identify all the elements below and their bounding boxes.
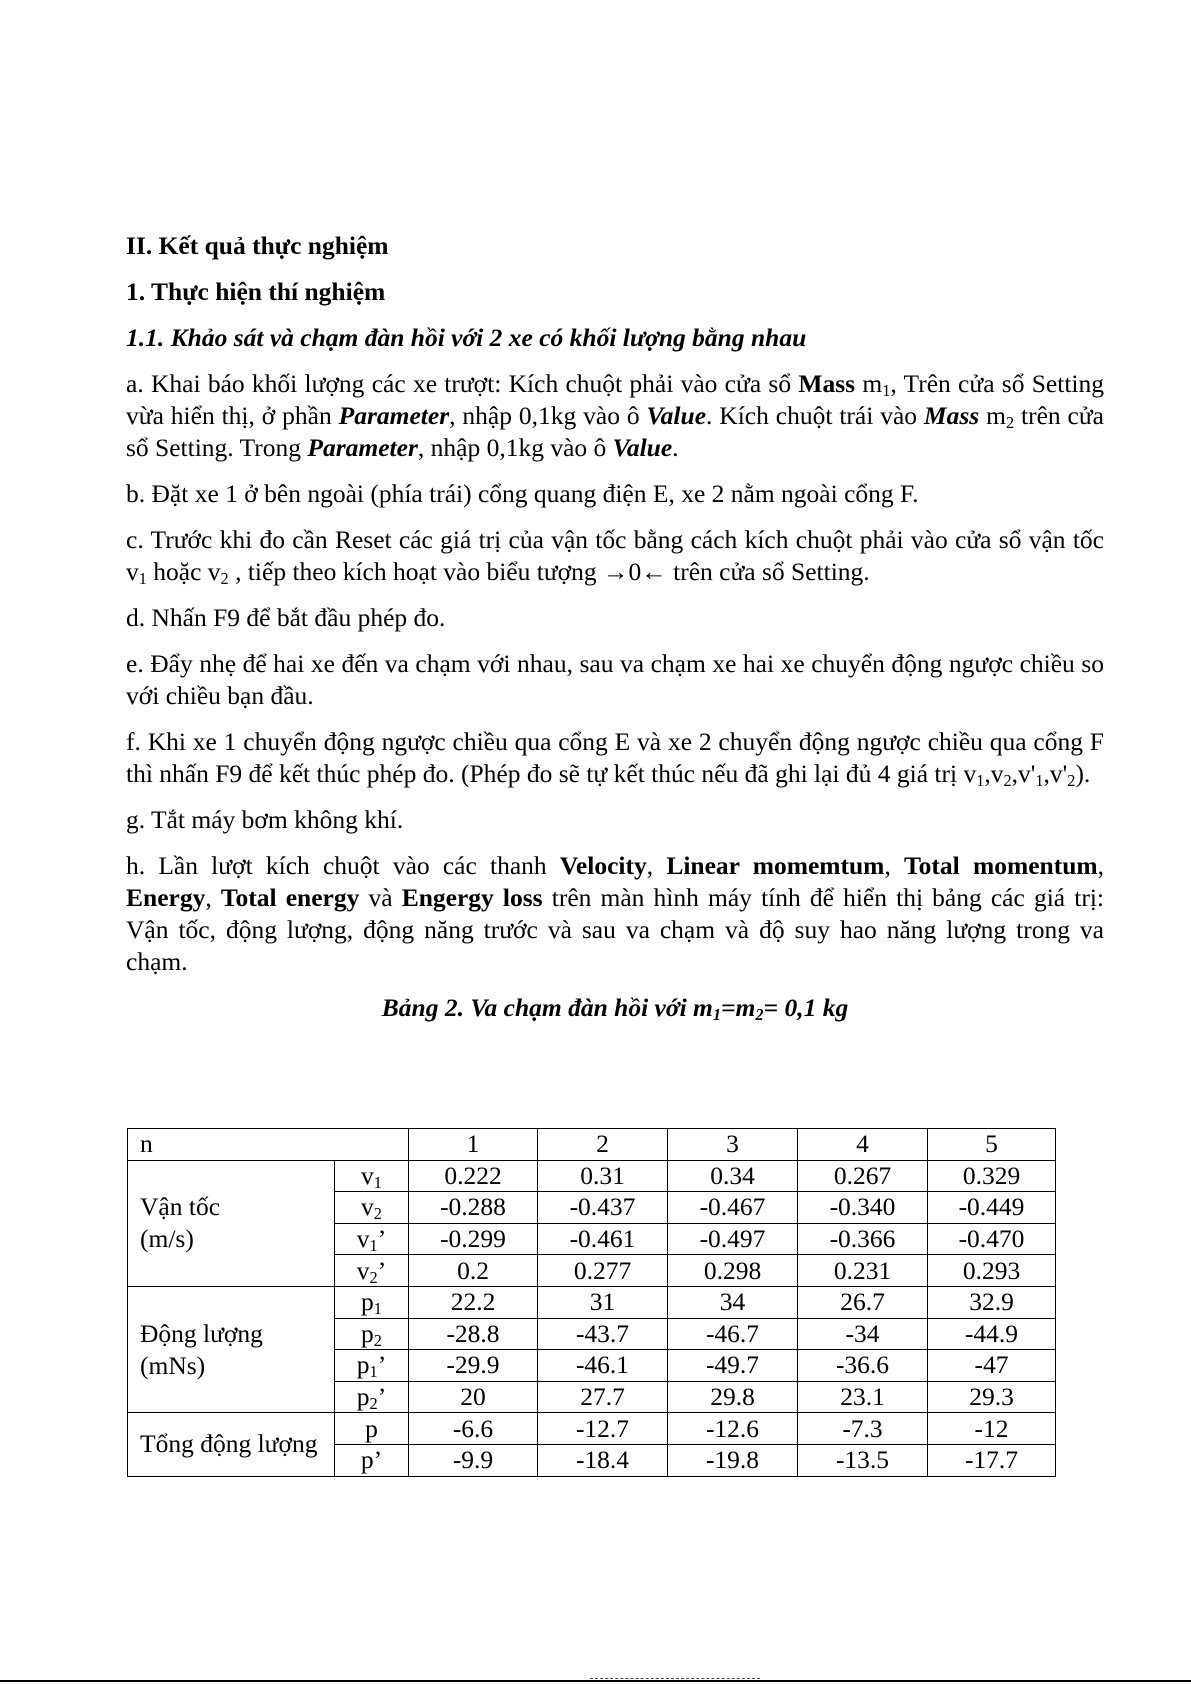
document-body <box>126 230 1104 1024</box>
symbol-letter: v <box>361 1160 374 1190</box>
table-cell: -12 <box>928 1413 1056 1445</box>
symbol-letter: v <box>361 1192 374 1222</box>
symbol-subscript: 1 <box>373 1172 382 1192</box>
table-cell: 0.293 <box>928 1255 1056 1287</box>
group-unit: (m/s) <box>140 1224 194 1254</box>
symbol-subscript: 1 <box>369 1362 378 1382</box>
table-cell: -19.8 <box>668 1444 798 1476</box>
subsection-heading: 1. Thực hiện thí nghiệm <box>126 277 386 306</box>
table-cell: -0.437 <box>538 1192 668 1224</box>
table-header-row <box>128 1129 1056 1161</box>
table-column-header: 3 <box>668 1129 798 1161</box>
group-title: Động lượng <box>140 1318 263 1348</box>
step-g: g. Tắt máy bơm không khí. <box>126 805 404 834</box>
table-column-header: 5 <box>928 1129 1056 1161</box>
table-cell: 0.277 <box>538 1255 668 1287</box>
table-symbol <box>335 1318 409 1350</box>
table-cell: -28.8 <box>409 1318 538 1350</box>
table-symbol <box>335 1160 409 1192</box>
table-cell: -0.288 <box>409 1192 538 1224</box>
table-cell: 22.2 <box>409 1286 538 1318</box>
table-symbol <box>335 1381 409 1413</box>
table-cell: -0.497 <box>668 1223 798 1255</box>
table-cell: -47 <box>928 1350 1056 1382</box>
symbol-subscript: 2 <box>373 1204 382 1224</box>
table-symbol <box>335 1444 409 1476</box>
table-group-label <box>128 1286 335 1412</box>
table-cell: 26.7 <box>798 1286 928 1318</box>
table-cell: -12.6 <box>668 1413 798 1445</box>
results-table <box>127 1128 1056 1477</box>
table-cell: -18.4 <box>538 1444 668 1476</box>
table-cell: 29.8 <box>668 1381 798 1413</box>
table-cell: -0.340 <box>798 1192 928 1224</box>
step-c: c. Trước khi đo cần Reset các giá trị của vận tốc bằng cách kích chuột phải vào cửa sổ vận tốc $v_1$ hoặc $v_2$ , tiếp theo kích hoạt vào biểu tượng →0← trên cửa sổ Setting. <box>126 525 1104 589</box>
table-cell: -0.470 <box>928 1223 1056 1255</box>
section-heading: II. Kết quả thực nghiệm <box>126 231 389 260</box>
table-cell: 34 <box>668 1286 798 1318</box>
table-group-label <box>128 1413 335 1476</box>
symbol-subscript: 2 <box>369 1394 378 1414</box>
step-a: a. Khai báo khối lượng các xe trượt: Kích chuột phải vào cửa sổ Mass $m_1$, Trên cửa sổ Setting vừa hiển thị, ở phần Parameter, nhập 0,1kg vào ô Value. Kích chuột trái vào Mass $m_2$ trên cửa sổ Setting. Trong Parameter, nhập 0,1kg vào ô Value. <box>126 369 1105 462</box>
table-cell: -7.3 <box>798 1413 928 1445</box>
table-cell: 23.1 <box>798 1381 928 1413</box>
subsubsection-heading: 1.1. Khảo sát và chạm đàn hồi với 2 xe có khối lượng bằng nhau <box>126 323 807 352</box>
symbol-prime: ’ <box>377 1350 387 1380</box>
table-cell: -29.9 <box>409 1350 538 1382</box>
symbol-letter: p <box>365 1413 378 1443</box>
table-cell: 0.298 <box>668 1255 798 1287</box>
symbol-letter: v <box>356 1224 370 1254</box>
table-cell: 20 <box>409 1381 538 1413</box>
symbol-prime: ’ <box>377 1255 387 1285</box>
table-cell: -0.467 <box>668 1192 798 1224</box>
group-title: Tổng động lượng <box>140 1429 318 1459</box>
table-row <box>128 1286 1056 1318</box>
table-cell: 27.7 <box>538 1381 668 1413</box>
step-d: d. Nhấn F9 để bắt đầu phép đo. <box>126 603 446 632</box>
table-group-label <box>128 1160 335 1286</box>
table-cell: -12.7 <box>538 1413 668 1445</box>
table-cell: -0.449 <box>928 1192 1056 1224</box>
table-cell: -43.7 <box>538 1318 668 1350</box>
symbol-letter: p <box>356 1382 370 1412</box>
symbol-letter: p <box>360 1445 374 1475</box>
table-symbol <box>335 1255 409 1287</box>
symbol-subscript: 2 <box>373 1330 382 1350</box>
table-cell: -0.366 <box>798 1223 928 1255</box>
table-cell: 0.267 <box>798 1160 928 1192</box>
table-cell: -9.9 <box>409 1444 538 1476</box>
table-row <box>128 1160 1056 1192</box>
group-unit: (mNs) <box>140 1350 206 1380</box>
table-cell: -44.9 <box>928 1318 1056 1350</box>
table-cell: -46.1 <box>538 1350 668 1382</box>
step-h: h. Lần lượt kích chuột vào các thanh Velocity, Linear momemtum, Total momentum, Energy, Total energy và Engergy loss trên màn hình máy tính để hiển thị bảng các giá trị: Vận tốc, động lượng, động năng trước và sau va chạm và độ suy hao năng lượng trong va chạm. <box>126 851 1104 976</box>
symbol-subscript: 1 <box>373 1299 382 1319</box>
table-cell: -46.7 <box>668 1318 798 1350</box>
page-bottom-rule <box>0 1680 1191 1682</box>
symbol-prime: ’ <box>377 1224 387 1254</box>
table-cell: -36.6 <box>798 1350 928 1382</box>
table-cell: -0.299 <box>409 1223 538 1255</box>
symbol-subscript: 2 <box>369 1267 378 1287</box>
table-caption: Bảng 2. Va chạm đàn hồi với $m_1=m_2= 0,1$ kg <box>381 993 849 1025</box>
table-column-header: 2 <box>538 1129 668 1161</box>
table-column-header: 4 <box>798 1129 928 1161</box>
table-cell: -17.7 <box>928 1444 1056 1476</box>
table-symbol <box>335 1192 409 1224</box>
table-cell: 0.2 <box>409 1255 538 1287</box>
table-symbol <box>335 1286 409 1318</box>
table-n-label: n <box>128 1129 409 1161</box>
table-cell: -13.5 <box>798 1444 928 1476</box>
table-symbol <box>335 1413 409 1445</box>
table-row <box>128 1413 1056 1445</box>
step-e: e. Đẩy nhẹ để hai xe đến va chạm với nhau, sau va chạm xe hai xe chuyển động ngược chiều so với chiều bạn đầu. <box>126 649 1104 710</box>
step-b: b. Đặt xe 1 ở bên ngoài (phía trái) cổng quang điện E, xe 2 nằm ngoài cổng F. <box>126 479 919 508</box>
table-cell: -6.6 <box>409 1413 538 1445</box>
table-cell: -49.7 <box>668 1350 798 1382</box>
symbol-letter: p <box>361 1318 374 1348</box>
table-column-header: 1 <box>409 1129 538 1161</box>
symbol-prime: ’ <box>373 1445 383 1475</box>
table-cell: 29.3 <box>928 1381 1056 1413</box>
table-cell: 31 <box>538 1286 668 1318</box>
group-title: Vận tốc <box>140 1192 221 1222</box>
table-cell: 0.34 <box>668 1160 798 1192</box>
table-symbol <box>335 1350 409 1382</box>
symbol-letter: p <box>361 1287 374 1317</box>
symbol-prime: ’ <box>377 1382 387 1412</box>
table-cell: -34 <box>798 1318 928 1350</box>
table-cell: 0.31 <box>538 1160 668 1192</box>
symbol-subscript: 1 <box>369 1236 378 1256</box>
table-cell: 0.231 <box>798 1255 928 1287</box>
table-symbol <box>335 1223 409 1255</box>
table-cell: 0.329 <box>928 1160 1056 1192</box>
symbol-letter: v <box>356 1255 370 1285</box>
step-f: f. Khi xe 1 chuyển động ngược chiều qua cổng E và xe 2 chuyển động ngược chiều qua cổng F thì nhấn F9 để kết thúc phép đo. (Phép đo sẽ tự kết thúc nếu đã ghi lại đủ 4 giá trị $v_1,v_2,v'_1,v'_2$). <box>126 727 1104 791</box>
symbol-letter: p <box>356 1350 370 1380</box>
table-cell: -0.461 <box>538 1223 668 1255</box>
table-cell: 32.9 <box>928 1286 1056 1318</box>
table-cell: 0.222 <box>409 1160 538 1192</box>
